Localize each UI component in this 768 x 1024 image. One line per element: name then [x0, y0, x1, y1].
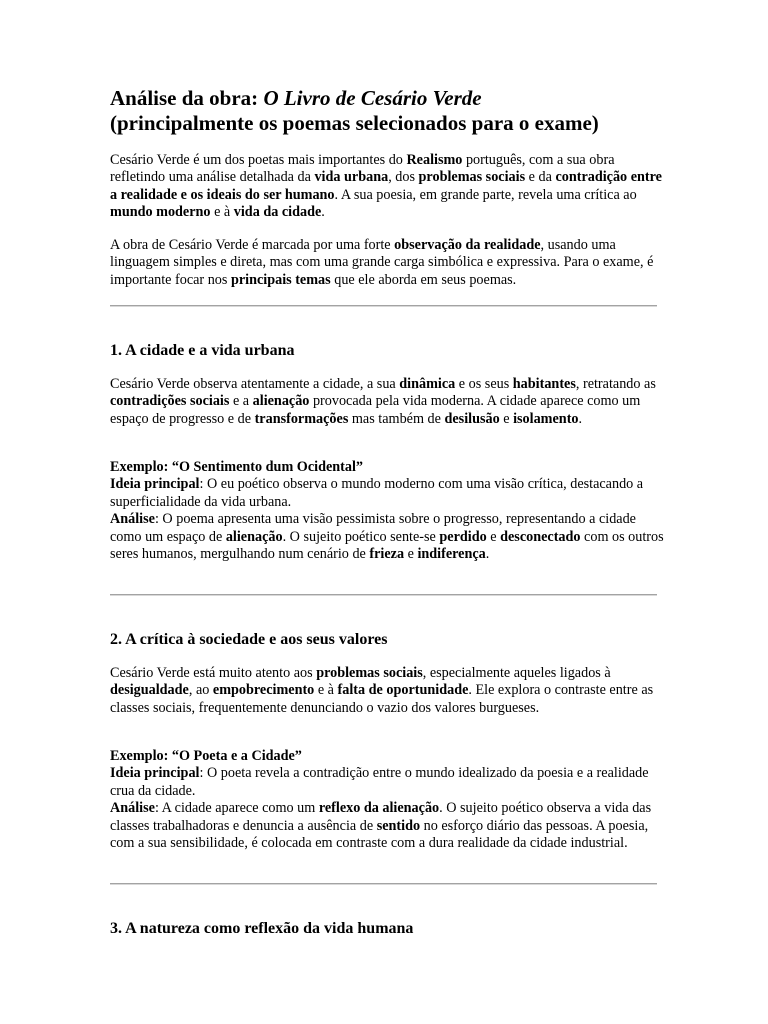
title-prefix: Análise da obra: — [110, 86, 264, 110]
section-1-heading: 1. A cidade e a vida urbana — [110, 342, 295, 359]
title-work: O Livro de Cesário Verde — [263, 86, 482, 110]
analysis-label: Análise — [110, 800, 155, 817]
intro-paragraph-2: A obra de Cesário Verde é marcada por uma forte observação da realidade, usando uma linguagem simples e direta, mas com uma grande carga simbólica e expressiva. Para o exame, é importante focar nos principais temas que ele aborda em seus poemas. — [110, 237, 654, 288]
title-subtitle: (principalmente os poemas selecionados para o exame) — [110, 111, 599, 135]
example-title: Exemplo: “O Sentimento dum Ocidental” — [110, 459, 364, 475]
analysis-label: Análise — [110, 511, 155, 528]
section-divider — [110, 594, 657, 596]
idea-label: Ideia principal — [110, 765, 200, 782]
section-2-body: Cesário Verde está muito atento aos problemas sociais, especialmente aqueles ligados à desigualdade, ao empobrecimento e à falta de oportunidade. Ele explora o contraste entre as classes sociais, frequentemente denunciando o vazio dos valores burgueses. — [110, 665, 654, 716]
section-2-example: Exemplo: “O Poeta e a Cidade” Ideia principal: O poeta revela a contradição entre o mundo idealizado da poesia e a realidade crua da cidade. Análise: A cidade aparece como um reflexo da alienação. O sujeito poético observa a vida das classes trabalhadoras e denuncia a ausência de sentido no esforço diário das pessoas. A poesia, com a sua sensibilidade, é colocada em contraste com a dura realidade da cidade industrial. — [110, 748, 652, 852]
idea-text: : O poeta revela a contradição entre o mundo idealizado da poesia e a realidade crua da cidade. — [110, 765, 649, 799]
section-1-example: Exemplo: “O Sentimento dum Ocidental” Ideia principal: O eu poético observa o mundo moderno com uma visão crítica, destacando a superficialidade da vida urbana. Análise: O poema apresenta uma visão pessimista sobre o progresso, representando a cidade como um espaço de alienação. O sujeito poético sente-se perdido e desconectado com os outros seres humanos, mergulhando num cenário de frieza e indiferença. — [110, 459, 664, 563]
section-1-body: Cesário Verde observa atentamente a cidade, a sua dinâmica e os seus habitantes, retratando as contradições sociais e a alienação provocada pela vida moderna. A cidade aparece como um espaço de progresso e de transformações mas também de desilusão e isolamento. — [110, 376, 656, 427]
page-title — [110, 86, 665, 136]
idea-label: Ideia principal — [110, 476, 200, 493]
section-2-heading: 2. A crítica à sociedade e aos seus valores — [110, 631, 388, 648]
example-title: Exemplo: “O Poeta e a Cidade” — [110, 748, 302, 764]
idea-text: : O eu poético observa o mundo moderno com uma visão crítica, destacando a superficialidade da vida urbana. — [110, 476, 644, 510]
section-divider — [110, 883, 657, 885]
section-divider — [110, 305, 657, 307]
section-3-heading: 3. A natureza como reflexão da vida humana — [110, 920, 414, 937]
intro-paragraph-1: Cesário Verde é um dos poetas mais importantes do Realismo português, com a sua obra refletindo uma análise detalhada da vida urbana, dos problemas sociais e da contradição entre a realidade e os ideais do ser humano. A sua poesia, em grande parte, revela uma crítica ao mundo moderno e à vida da cidade. — [110, 152, 662, 221]
